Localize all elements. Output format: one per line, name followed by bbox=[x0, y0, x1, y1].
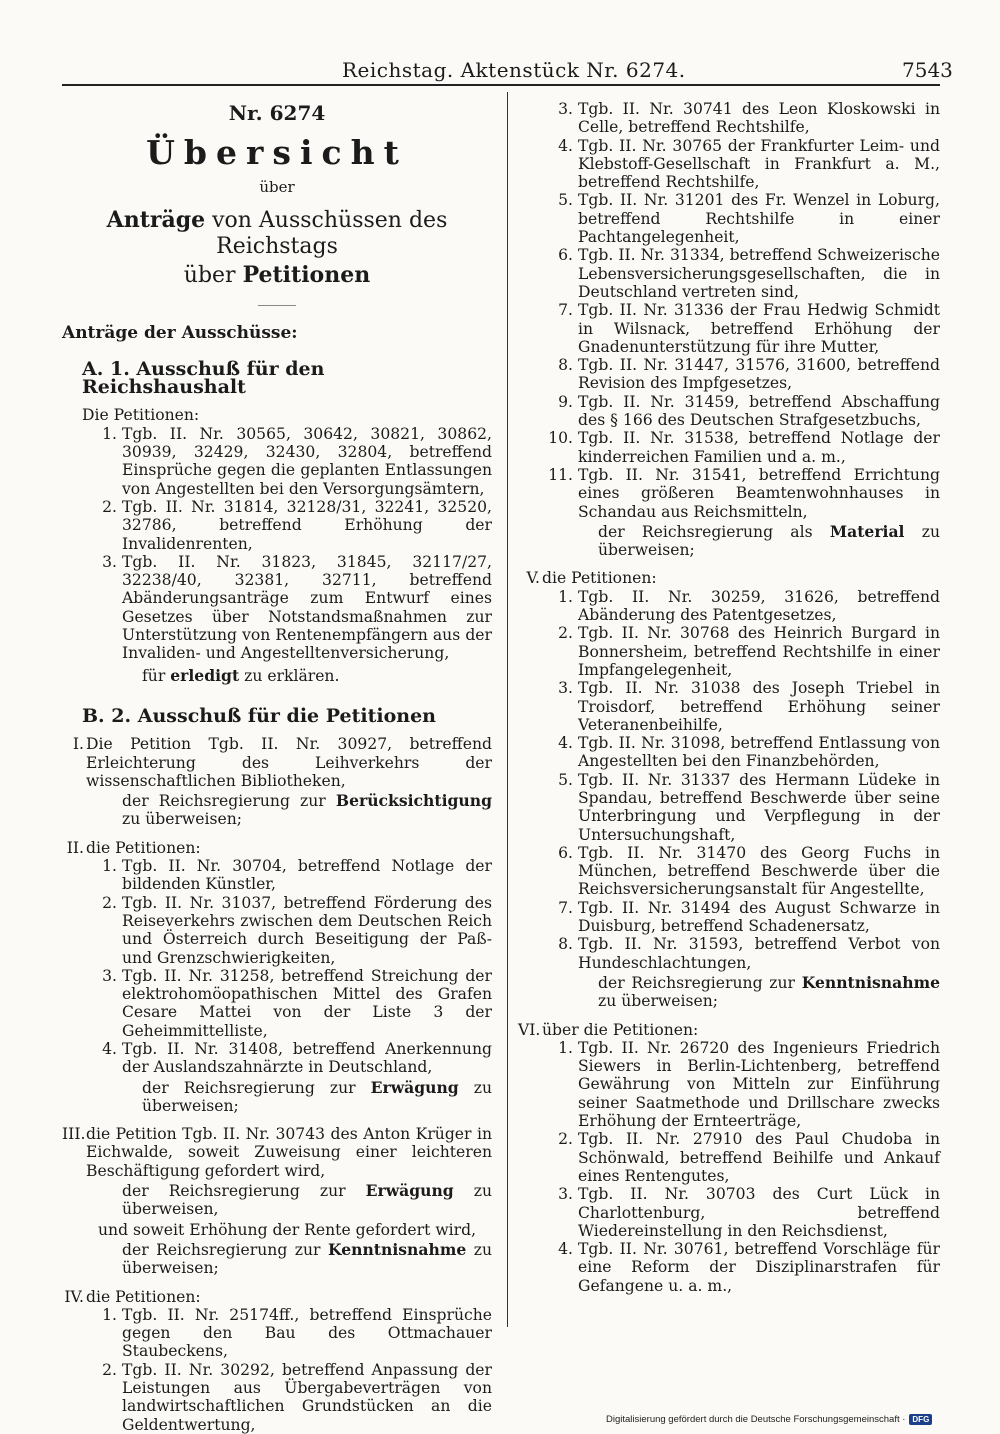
item-text: Tgb. II. Nr. 31823, 31845, 32117/27, 32238/40, 32381, 32711, betreffend Abänderungsanträge zum Entwurf eines Gesetzes über Notstandsmaßnahmen zur Unterstützung von Rentenempfängern aus der Invaliden- und Angestelltenversicherung, bbox=[122, 552, 492, 663]
list-item bbox=[62, 857, 492, 894]
list-item bbox=[518, 935, 940, 972]
list-item bbox=[62, 1361, 492, 1434]
item-number: 6. bbox=[558, 246, 573, 265]
list-item bbox=[518, 1185, 940, 1240]
item-number: 3. bbox=[102, 966, 117, 985]
roman-section-iv bbox=[62, 1288, 492, 1306]
section-iv-list bbox=[62, 1306, 492, 1434]
item-number: 2. bbox=[558, 1130, 573, 1149]
roman-text: Die Petition Tgb. II. Nr. 30927, betreffend Erleichterung des Leihverkehrs der wissenschaftlichen Bibliotheken, bbox=[86, 735, 492, 790]
item-number: 1. bbox=[102, 1305, 117, 1324]
title-separator bbox=[258, 305, 296, 306]
decision-text: der Reichsregierung zur bbox=[122, 792, 336, 811]
item-number: 3. bbox=[102, 552, 117, 571]
decision-text: der Reichsregierung zur bbox=[122, 1240, 328, 1259]
roman-text: die Petitionen: bbox=[542, 569, 657, 588]
subtitle-petitionen: Petitionen bbox=[242, 261, 371, 288]
section-a-decision bbox=[62, 667, 492, 685]
section-heading-b: B. 2. Ausschuß für die Petitionen bbox=[82, 704, 436, 727]
list-item bbox=[518, 624, 940, 679]
item-number: 10. bbox=[548, 429, 573, 448]
decision-keyword: erledigt bbox=[170, 665, 240, 685]
list-item bbox=[518, 246, 940, 301]
item-number: 2. bbox=[102, 497, 117, 516]
roman-text: die Petitionen: bbox=[86, 838, 201, 857]
decision-text: für bbox=[142, 666, 171, 685]
item-number: 1. bbox=[102, 424, 117, 443]
decision-text: der Reichsregierung als bbox=[598, 522, 830, 541]
header-rule bbox=[62, 84, 940, 86]
item-number: 4. bbox=[558, 1240, 573, 1259]
section-v-list bbox=[518, 588, 940, 972]
list-item bbox=[518, 137, 940, 192]
section-iv-list-continued bbox=[518, 100, 940, 521]
item-number: 7. bbox=[558, 301, 573, 320]
subtitle-antraege: Anträge bbox=[106, 206, 206, 233]
item-number: 4. bbox=[558, 136, 573, 155]
document-title: Übersicht bbox=[146, 133, 408, 173]
roman-numeral: I. bbox=[72, 735, 84, 754]
item-text: Tgb. II. Nr. 31098, betreffend Entlassung von Angestellten bei den Finanzbehörden, bbox=[578, 734, 940, 771]
item-number: 7. bbox=[558, 898, 573, 917]
dfg-logo: DFG bbox=[909, 1414, 932, 1425]
column-divider bbox=[507, 92, 508, 1327]
item-number: 5. bbox=[558, 191, 573, 210]
item-number: 1. bbox=[102, 857, 117, 876]
item-text: Tgb. II. Nr. 30259, 31626, betreffend Abänderung des Patentgesetzes, bbox=[578, 587, 940, 625]
section-a-label: Die Petitionen: bbox=[82, 406, 200, 425]
list-item bbox=[518, 588, 940, 625]
subtitle-ueber: über bbox=[183, 262, 243, 288]
roman-section-vi bbox=[518, 1021, 940, 1039]
list-item bbox=[518, 100, 940, 137]
item-number: 1. bbox=[558, 1038, 573, 1057]
decision-text: zu erklären. bbox=[239, 666, 340, 685]
item-number: 3. bbox=[558, 100, 573, 118]
item-text: Tgb. II. Nr. 31037, betreffend Förderung des Reiseverkehrs zwischen dem Deutschen Reich und Österreich durch Beseitigung der Paß- und Grenzschwierigkeiten, bbox=[122, 893, 492, 967]
item-text: Tgb. II. Nr. 30768 des Heinrich Burgard in Bonnersheim, betreffend Rechtshilfe in einer Impfangelegenheit, bbox=[578, 624, 940, 679]
item-text: Tgb. II. Nr. 26720 des Ingenieurs Friedrich Siewers in Berlin-Lichtenberg, betreffend Gewährung von Mitteln zur Einführung seiner Saatmethode und Drillschare zwecks Erhöhung der Ernteerträge, bbox=[578, 1038, 940, 1131]
roman-text: die Petition Tgb. II. Nr. 30743 des Anton Krüger in Eichwalde, soweit Zuweisung einer leichteren Beschäftigung gefordert wird, bbox=[86, 1125, 492, 1180]
item-text: Tgb. II. Nr. 31494 des August Schwarze in Duisburg, betreffend Schadenersatz, bbox=[578, 898, 940, 936]
section-heading-a: A. 1. Ausschuß für den Reichshaushalt bbox=[82, 357, 325, 399]
decision-keyword: Erwägung bbox=[370, 1077, 459, 1097]
roman-section-v bbox=[518, 569, 940, 587]
list-item bbox=[518, 1130, 940, 1185]
item-text: Tgb. II. Nr. 30741 des Leon Kloskowski in Celle, betreffend Rechtshilfe, bbox=[578, 100, 940, 137]
item-text: Tgb. II. Nr. 31334, betreffend Schweizerische Lebensversicherungsgesellschaften, die in Deutschland vertreten sind, bbox=[578, 246, 940, 301]
list-item bbox=[62, 894, 492, 967]
item-number: 11. bbox=[548, 465, 573, 484]
decision-keyword: Kenntnisnahme bbox=[801, 972, 940, 992]
item-number: 4. bbox=[102, 1039, 117, 1058]
decision-text: zu überweisen; bbox=[122, 1240, 493, 1278]
list-item bbox=[518, 301, 940, 356]
item-text: Tgb. II. Nr. 31337 des Hermann Lüdeke in Spandau, betreffend Beschwerde über seine Unterbringung und Verpflegung in der Untersuchungshaft, bbox=[578, 770, 940, 844]
item-text: Tgb. II. Nr. 31470 des Georg Fuchs in München, betreffend Beschwerde über die Reichsversicherungsanstalt für Angestellte, bbox=[578, 843, 940, 899]
item-number: 2. bbox=[102, 1360, 117, 1379]
section-a-list bbox=[62, 425, 492, 663]
item-text: Tgb. II. Nr. 31258, betreffend Streichung der elektrohomöopathischen Mittel des Grafen Cesare Mattei von der Liste 3 der Geheimmittelliste, bbox=[122, 966, 492, 1040]
section-i-decision bbox=[62, 792, 492, 829]
subtitle-line-1 bbox=[62, 207, 492, 260]
list-item bbox=[518, 1240, 940, 1295]
roman-numeral: II. bbox=[66, 838, 84, 857]
roman-section-i bbox=[62, 735, 492, 790]
decision-text: der Reichsregierung zur bbox=[598, 973, 802, 992]
decision-text: der Reichsregierung zur bbox=[142, 1078, 371, 1097]
item-number: 8. bbox=[558, 356, 573, 375]
item-text: Tgb. II. Nr. 31459, betreffend Abschaffung des § 166 des Deutschen Strafgesetzbuchs, bbox=[578, 392, 940, 430]
page-number: 7543 bbox=[902, 58, 953, 82]
decision-keyword: Material bbox=[829, 521, 905, 541]
item-number: 6. bbox=[558, 843, 573, 862]
roman-numeral: III. bbox=[62, 1125, 86, 1144]
list-item bbox=[518, 734, 940, 771]
list-item bbox=[62, 553, 492, 663]
running-header-title: Reichstag. Aktenstück Nr. 6274. bbox=[342, 58, 686, 82]
list-item bbox=[518, 1039, 940, 1130]
item-number: 5. bbox=[558, 770, 573, 789]
section-heading-antraege: Anträge der Ausschüsse: bbox=[62, 322, 298, 343]
section-vi-list bbox=[518, 1039, 940, 1295]
decision-keyword: Kenntnisnahme bbox=[328, 1239, 467, 1259]
item-text: Tgb. II. Nr. 30761, betreffend Vorschläge für eine Reform der Disziplinarstrafen für Gefangene u. a. m., bbox=[578, 1240, 940, 1295]
item-text: Tgb. II. Nr. 30292, betreffend Anpassung der Leistungen aus Übergabeverträgen von landwirtschaftlichen Grundstücken an die Geldentwertung, bbox=[122, 1360, 492, 1434]
decision-text: zu überweisen; bbox=[142, 1078, 493, 1115]
list-item bbox=[518, 844, 940, 899]
section-iv-decision bbox=[518, 523, 940, 560]
item-number: 4. bbox=[558, 734, 573, 753]
item-number: 8. bbox=[558, 935, 573, 954]
decision-keyword: Erwägung bbox=[365, 1181, 454, 1201]
footer-text: Digitalisierung gefördert durch die Deutsche Forschungsgemeinschaft · bbox=[606, 1414, 906, 1425]
list-item bbox=[518, 771, 940, 844]
roman-numeral: VI. bbox=[518, 1020, 541, 1039]
item-text: Tgb. II. Nr. 31541, betreffend Errichtung eines größeren Beamtenwohnhauses in Schandau aus Reichsmitteln, bbox=[578, 465, 940, 521]
item-text: Tgb. II. Nr. 31447, 31576, 31600, betreffend Revision des Impfgesetzes, bbox=[578, 356, 940, 393]
section-iii-condition: und soweit Erhöhung der Rente gefordert wird, bbox=[98, 1220, 477, 1239]
decision-text: zu überweisen; bbox=[598, 522, 941, 560]
item-text: Tgb. II. Nr. 25174ff., betreffend Einsprüche gegen den Bau des Ottmachauer Staubeckens, bbox=[122, 1305, 492, 1361]
item-text: Tgb. II. Nr. 30703 des Curt Lück in Charlottenburg, betreffend Wiedereinstellung in den Reichsdienst, bbox=[578, 1185, 940, 1240]
section-ii-list bbox=[62, 857, 492, 1077]
list-item bbox=[62, 967, 492, 1040]
list-item bbox=[62, 1040, 492, 1077]
item-number: 3. bbox=[558, 1185, 573, 1204]
list-item bbox=[62, 498, 492, 553]
section-iii-decision-1 bbox=[62, 1182, 492, 1219]
item-text: Tgb. II. Nr. 30704, betreffend Notlage der bildenden Künstler, bbox=[122, 857, 492, 894]
list-item bbox=[518, 191, 940, 246]
footer-credit bbox=[606, 1414, 932, 1425]
item-text: Tgb. II. Nr. 31038 des Joseph Triebel in Troisdorf, betreffend Erhöhung seiner Veteranenbeihilfe, bbox=[578, 679, 940, 734]
roman-numeral: V. bbox=[526, 569, 540, 588]
list-item bbox=[518, 356, 940, 393]
document-number: Nr. 6274 bbox=[228, 101, 326, 125]
item-number: 2. bbox=[558, 624, 573, 643]
right-column bbox=[518, 100, 940, 1295]
item-number: 3. bbox=[558, 679, 573, 698]
left-column bbox=[62, 98, 492, 1434]
section-ii-decision bbox=[62, 1079, 492, 1116]
item-number: 9. bbox=[558, 392, 573, 411]
item-text: Tgb. II. Nr. 27910 des Paul Chudoba in Schönwald, betreffend Beihilfe und Ankauf eines Rentengutes, bbox=[578, 1130, 940, 1185]
item-text: Tgb. II. Nr. 31336 der Frau Hedwig Schmidt in Wilsnack, betreffend Erhöhung der Gnadenunterstützung für ihre Mutter, bbox=[578, 301, 940, 356]
list-item bbox=[518, 679, 940, 734]
item-text: Tgb. II. Nr. 31201 des Fr. Wenzel in Loburg, betreffend Rechtshilfe in einer Pachtangelegenheit, bbox=[578, 191, 940, 247]
title-connector: über bbox=[259, 178, 295, 197]
subtitle-rest-1: von Ausschüssen des Reichstags bbox=[205, 207, 448, 259]
list-item bbox=[62, 1306, 492, 1361]
section-v-decision bbox=[518, 974, 940, 1011]
item-number: 2. bbox=[102, 893, 117, 912]
subtitle-line-2 bbox=[62, 262, 492, 289]
roman-numeral: IV. bbox=[64, 1287, 84, 1306]
decision-text: zu überweisen; bbox=[122, 810, 243, 829]
item-text: Tgb. II. Nr. 31408, betreffend Anerkennung der Auslandszahnärzte in Deutschland, bbox=[122, 1039, 492, 1077]
item-number: 1. bbox=[558, 587, 573, 606]
item-text: Tgb. II. Nr. 31538, betreffend Notlage der kinderreichen Familien und a. m., bbox=[578, 429, 940, 466]
roman-section-iii bbox=[62, 1125, 492, 1180]
list-item bbox=[518, 899, 940, 936]
roman-text: die Petitionen: bbox=[86, 1287, 201, 1306]
item-text: Tgb. II. Nr. 31593, betreffend Verbot von Hundeschlachtungen, bbox=[578, 935, 940, 972]
list-item bbox=[518, 429, 940, 466]
item-text: Tgb. II. Nr. 31814, 32128/31, 32241, 32520, 32786, betreffend Erhöhung der Invalidenrenten, bbox=[122, 497, 492, 553]
decision-text: zu überweisen, bbox=[122, 1182, 493, 1219]
list-item bbox=[518, 466, 940, 521]
roman-section-ii bbox=[62, 839, 492, 857]
list-item bbox=[62, 425, 492, 498]
decision-text: zu überweisen; bbox=[598, 992, 719, 1011]
list-item bbox=[518, 393, 940, 430]
item-text: Tgb. II. Nr. 30765 der Frankfurter Leim- und Klebstoff-Gesellschaft in Frankfurt a. M., betreffend Rechtshilfe, bbox=[578, 136, 940, 192]
roman-text: über die Petitionen: bbox=[542, 1020, 699, 1039]
decision-text: der Reichsregierung zur bbox=[122, 1182, 366, 1201]
decision-keyword: Berücksichtigung bbox=[335, 791, 492, 811]
section-iii-decision-2 bbox=[62, 1241, 492, 1278]
item-text: Tgb. II. Nr. 30565, 30642, 30821, 30862, 30939, 32429, 32430, 32804, betreffend Einsprüche gegen die geplanten Entlassungen von Angestellten bei den Versorgungsämtern, bbox=[122, 424, 492, 498]
